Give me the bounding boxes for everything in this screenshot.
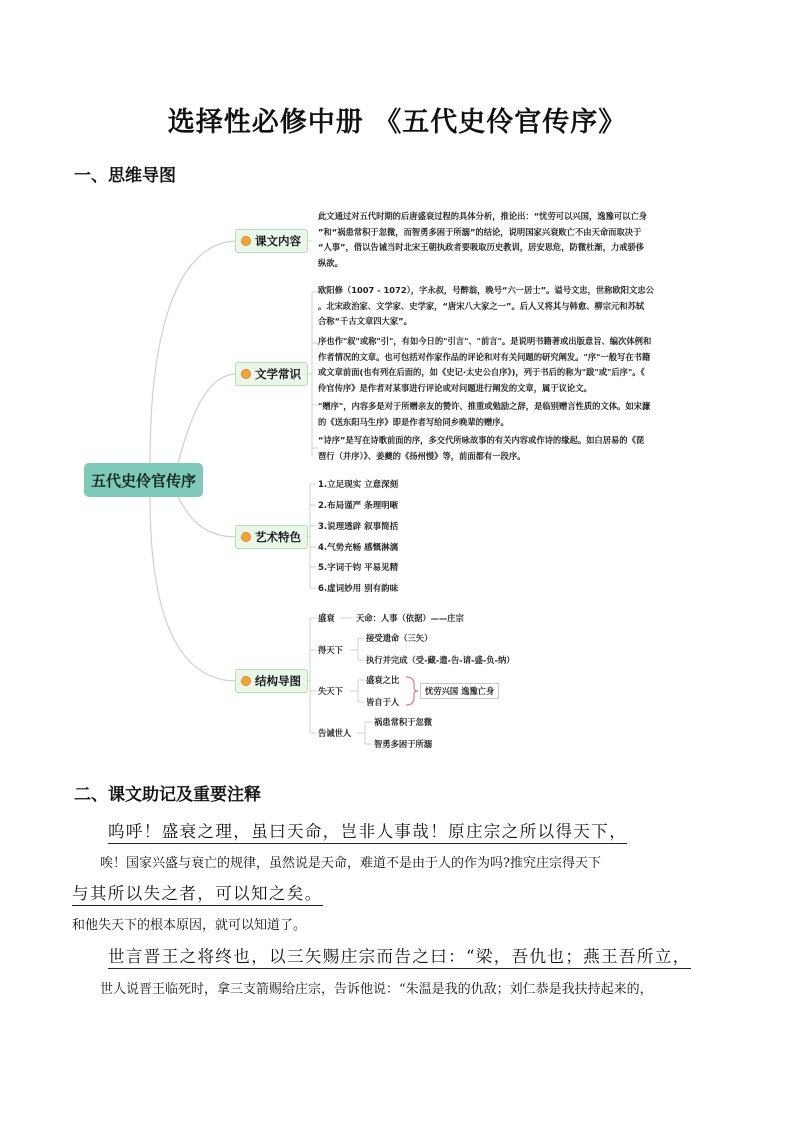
original-text-line [108,818,627,842]
branch-knowledge-label: 文学常识 [255,367,301,381]
translation-line: 世人说晋王临死时，拿三支箭赐给庄宗，告诉他说：“朱温是我的仇敌；刘仁恭是我扶持起来的， [100,982,653,997]
structure-de-item: 执行并完成（受-藏-遣-告-请-盛-负-纳） [366,655,515,665]
structure-shengshuai: 盛衰 [318,613,335,623]
connector-structure [150,497,237,681]
mindmap-root: 五代史伶官传序 [84,463,203,497]
original-text: 世言晋王之将终也，以三矢赐庄宗而告之曰：“梁，吾仇也；燕王吾所立， [108,947,691,969]
text-line: 序也作"叙"或称"引"，有如今日的"引言"、"前言"。是说明书籍著或出版意旨、编次体例和 [318,336,652,346]
zengxu-info [318,399,708,430]
text-line: 合称“千古文章四大家”。 [318,316,412,326]
text-line: 。北宋政治家、文学家、史学家，“唐宋八大家之一”。后人又将其与韩愈、柳宗元和苏轼 [318,300,645,311]
bullet-icon [241,236,251,246]
branch-content [235,229,308,253]
structure-conclusion: 忧劳兴国 逸豫亡身 [420,683,499,699]
art-item: 4.气势充畅 感慨淋漓 [318,543,399,553]
connector-art [178,497,237,537]
content-summary [318,209,708,271]
connector-content [150,241,237,463]
structure-gaojie-item: 智勇多困于所溺 [374,739,433,749]
art-item: 1.立足现实 立意深刻 [318,480,399,490]
document-title: 选择性必修中册 《五代史伶官传序》 [167,107,627,138]
structure-de-item: 接受遗命（三矢） [366,633,433,643]
shixu-info [318,433,708,464]
original-text: 与其所以失之者，可以知之矣。 [72,884,323,906]
art-item: 5.字词千钧 平易见精 [318,563,399,573]
brace-red [406,677,418,705]
branch-knowledge [235,362,308,386]
branch-art-label: 艺术特色 [255,530,301,544]
original-text-line [108,943,691,967]
structure-gaojie-item: 祸患常积于忽微 [374,717,433,727]
text-line: 伶官传序》是作者对某事进行评论或对问题进行阐发的文章，属于议论文。 [318,382,592,393]
text-line: 琶行（并序）》、姜夔的《扬州慢》等，前面都有一段序。 [318,450,526,461]
bullet-icon [241,369,251,379]
bullet-icon [241,532,251,542]
branch-content-label: 课文内容 [255,234,301,248]
structure-shi-item: 皆自于人 [366,697,400,707]
text-line: 此文通过对五代时期的后唐盛衰过程的具体分析，推论出：“忧劳可以兴国，逸豫可以亡身 [318,211,648,221]
text-line: 欧阳修（1007 - 1072），字永叔，号醉翁，晚号“六一居士”。谥号文忠，世称欧阳文忠公 [318,285,654,295]
original-text-line [72,880,323,904]
text-line: 作者情况的文章。也可包括对作家作品的评论和对有关问题的研究阐发。"序"一般写在书籍 [318,351,651,362]
section-heading-annotations: 二、课文助记及重要注释 [74,785,261,805]
translation-line: 唉！国家兴盛与衰亡的规律，虽然说是天命，难道不是由于人的作为吗?推究庄宗得天下 [100,856,601,871]
art-item: 3.说理透辟 叙事简括 [318,522,399,532]
branch-structure-label: 结构导图 [255,674,301,688]
text-line: “诗序”是写在诗歌前面的序，多交代所咏故事的有关内容或作诗的缘起。如白居易的《琵 [318,435,645,445]
branch-structure [235,669,308,693]
text-line: ”和“祸患常积于忽微，而智勇多困于所溺”的结论，说明国家兴衰败亡不由天命而取决于 [318,226,642,237]
xu-genre-info [318,334,708,396]
bullet-icon [241,676,251,686]
text-line: 的《送东阳马生序》即是作者写给同乡晚辈的赠序。 [318,416,509,427]
section-heading-mindmap: 一、思维导图 [74,166,176,186]
structure-gaojie: 告诫世人 [318,728,352,738]
structure-shi-tianxia: 失天下 [318,686,343,696]
text-line: "赠序"，内容多是对于所赠亲友的赞许、推重或勉励之辞，是临别赠言性质的文体。如宋濂 [318,401,651,411]
text-line: 或文章前面(也有列在后面的，如《史记·太史公自序》)，列于书后的称为"跋"或"后序"。《 [318,367,645,377]
structure-de-tianxia: 得天下 [318,645,343,655]
author-info [318,283,708,330]
branch-art [235,525,308,549]
translation-line: 和他失天下的根本原因，就可以知道了。 [72,918,307,933]
structure-shi-item: 盛衰之比 [366,675,400,685]
text-line: “人事”，借以告诫当时北宋王朝执政者要吸取历史教训，居安思危，防微杜渐，力戒骄侈 [318,242,645,252]
art-item: 6.虚词妙用 别有韵味 [318,584,399,594]
structure-tianming: 天命：人事（依据）——庄宗 [356,613,464,623]
original-text: 呜呼！盛衰之理，虽曰天命，岂非人事哉！原庄宗之所以得天下， [108,822,627,844]
art-item: 2.布局谨严 条理明晰 [318,501,399,511]
text-line: 纵欲。 [318,257,343,268]
connector-knowledge [178,374,237,463]
